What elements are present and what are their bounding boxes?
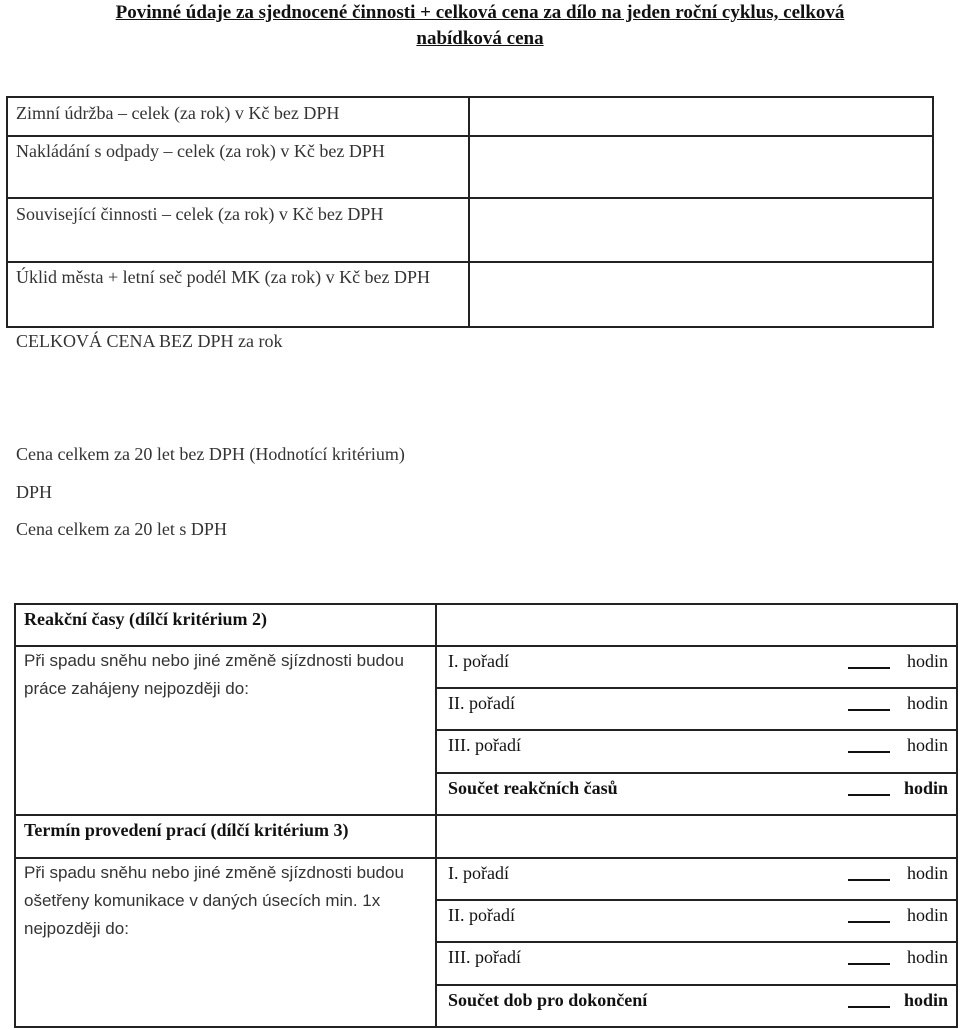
price-20-years-with-vat: Cena celkem za 20 let s DPH xyxy=(16,519,227,539)
heading-line-2: nabídková cena xyxy=(416,28,544,49)
reaction-sum-blank[interactable] xyxy=(848,794,890,796)
reaction-title: Reakční časy (dílčí kritérium 2) xyxy=(24,609,267,629)
price-row-related: Související činnosti – celek (za rok) v Kč bez DPH xyxy=(16,204,384,224)
completion-order-2-unit: hodin xyxy=(906,905,948,925)
price-20-years-without-vat: Cena celkem za 20 let bez DPH (Hodnotící kritérium) xyxy=(16,444,405,464)
completion-order-3-name: III. pořadí xyxy=(448,947,521,967)
document-heading xyxy=(30,0,930,52)
completion-order-2-blank[interactable] xyxy=(848,921,890,923)
reaction-sum-name: Součet reakčních časů xyxy=(448,778,618,798)
reaction-sum xyxy=(448,774,948,802)
completion-order-1-name: I. pořadí xyxy=(448,863,509,883)
completion-order-3 xyxy=(448,943,948,971)
reaction-order-2-unit: hodin xyxy=(906,693,948,713)
reaction-order-3-unit: hodin xyxy=(906,735,948,755)
reaction-order-1 xyxy=(448,647,948,675)
price-table xyxy=(6,96,934,361)
reaction-sum-unit: hodin xyxy=(903,778,948,798)
reaction-order-1-blank[interactable] xyxy=(848,667,890,669)
reaction-order-2-blank[interactable] xyxy=(848,709,890,711)
completion-order-3-unit: hodin xyxy=(906,947,948,967)
completion-order-3-blank[interactable] xyxy=(848,963,890,965)
price-row-waste: Nakládání s odpady – celek (za rok) v Kč bez DPH xyxy=(16,141,385,161)
price-row-winter: Zimní údržba – celek (za rok) v Kč bez DPH xyxy=(16,103,340,123)
reaction-order-1-unit: hodin xyxy=(906,651,948,671)
completion-sum-blank[interactable] xyxy=(848,1006,890,1008)
reaction-order-2-name: II. pořadí xyxy=(448,693,515,713)
reaction-order-3 xyxy=(448,731,948,759)
reaction-order-1-name: I. pořadí xyxy=(448,651,509,671)
reaction-order-2 xyxy=(448,689,948,717)
completion-order-1 xyxy=(448,859,948,887)
heading-line-1: Povinné údaje za sjednocené činnosti + celková cena za dílo na jeden roční cyklus, celková xyxy=(115,2,845,23)
reaction-order-3-name: III. pořadí xyxy=(448,735,521,755)
completion-order-1-blank[interactable] xyxy=(848,879,890,881)
completion-order-1-unit: hodin xyxy=(906,863,948,883)
reaction-description: Při spadu sněhu nebo jiné změně sjízdnosti budou práce zahájeny nejpozději do: xyxy=(24,651,404,698)
price-total-label: CELKOVÁ CENA BEZ DPH za rok xyxy=(16,331,283,351)
completion-sum-name: Součet dob pro dokončení xyxy=(448,990,648,1010)
completion-order-2-name: II. pořadí xyxy=(448,905,515,925)
completion-sum-unit: hodin xyxy=(903,990,948,1010)
completion-sum xyxy=(448,986,948,1014)
completion-title: Termín provedení prací (dílčí kritérium 3) xyxy=(24,820,349,840)
completion-order-2 xyxy=(448,901,948,929)
price-row-cleaning: Úklid města + letní seč podél MK (za rok) v Kč bez DPH xyxy=(16,267,431,287)
completion-description: Při spadu sněhu nebo jiné změně sjízdnosti budou ošetřeny komunikace v daných úsecích min. 1x nejpozději do: xyxy=(24,863,404,938)
vat-label: DPH xyxy=(16,482,53,502)
reaction-order-3-blank[interactable] xyxy=(848,751,890,753)
